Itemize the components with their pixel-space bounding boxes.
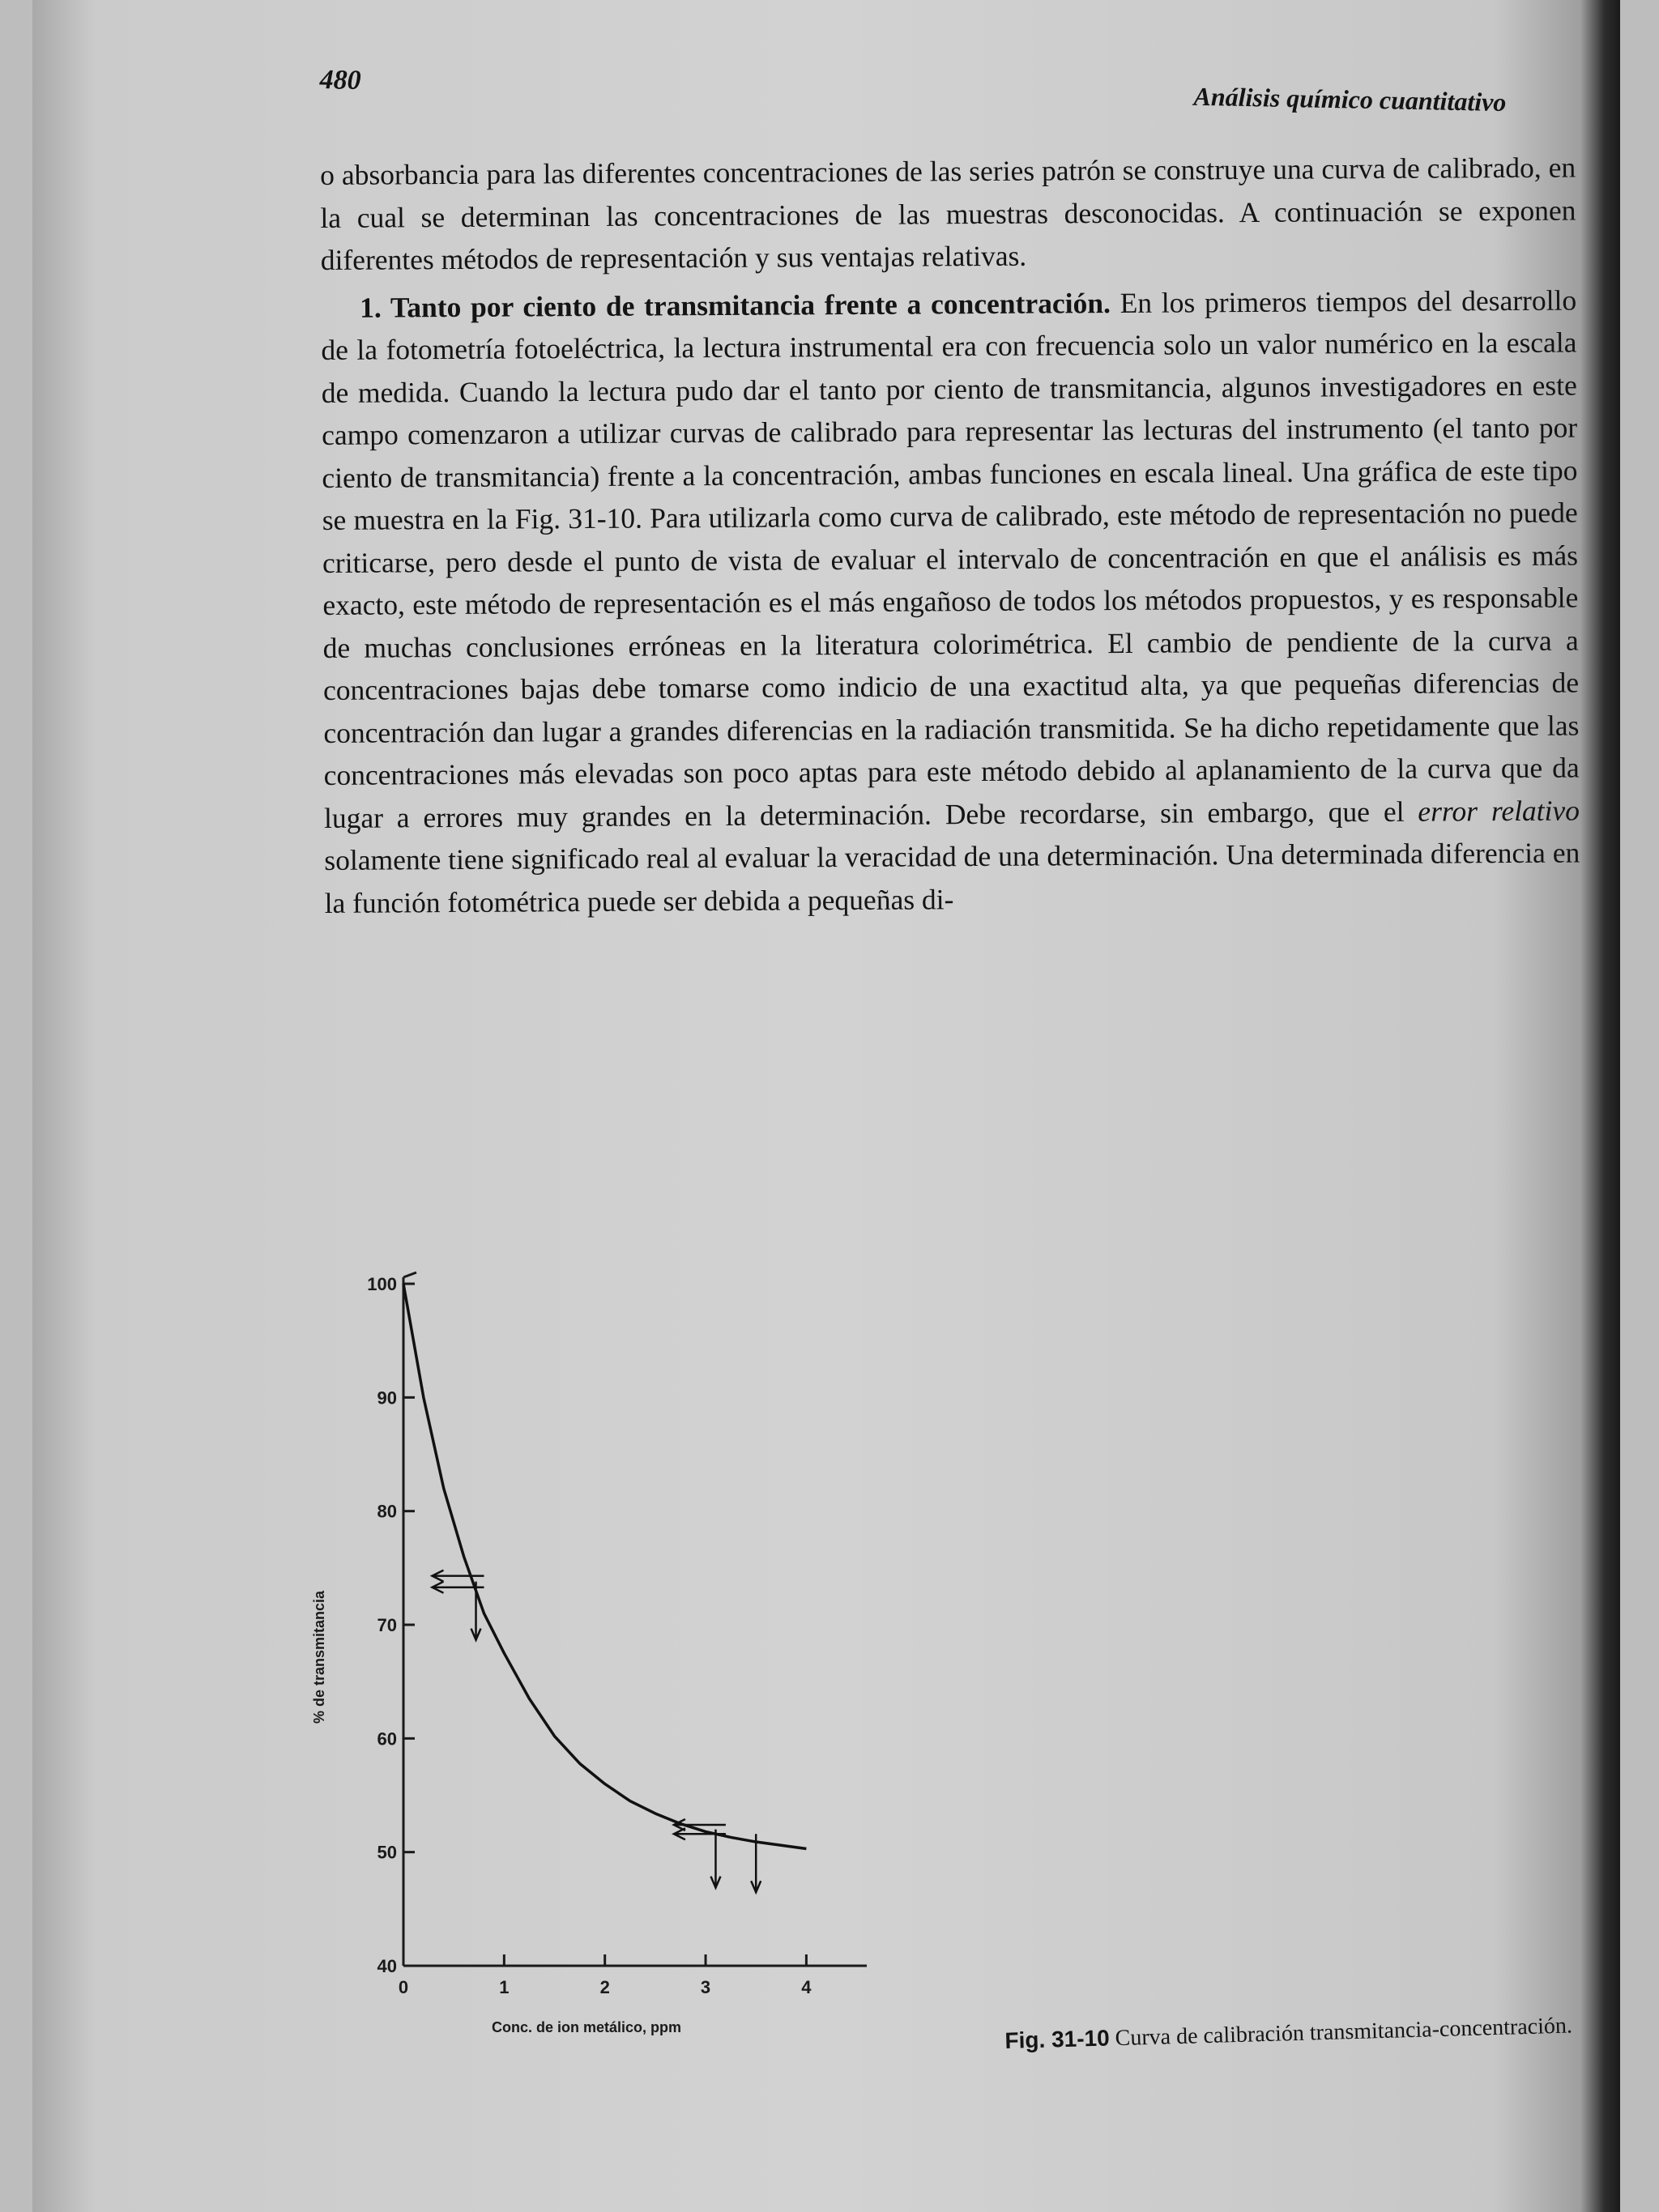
chart-axes [403, 1272, 867, 1966]
calibration-chart [300, 1259, 915, 2037]
x-axis-title: Conc. de ion metálico, ppm [491, 2019, 682, 2035]
body-text [320, 147, 1580, 924]
paragraph-transmitance-method [321, 279, 1580, 924]
transmittance-curve-0 [403, 1284, 806, 1848]
y-tick-label-80: 80 [377, 1501, 397, 1522]
y-tick-label-60: 60 [377, 1728, 397, 1750]
figure-label: Fig. 31-10 [1004, 2025, 1111, 2053]
running-head: Análisis químico cuantitativo [1193, 81, 1507, 117]
book-page [32, 0, 1620, 2212]
annotation-arrow-down-5 [710, 1830, 720, 1888]
x-tick-label-0: 0 [398, 1977, 409, 1997]
figure-caption [1004, 2009, 1589, 2058]
figure-31-10 [300, 1259, 1636, 2086]
x-tick-label-2: 2 [599, 1977, 610, 1997]
annotation-arrow-left-0 [432, 1571, 484, 1582]
chart-annotations [432, 1571, 761, 1893]
x-tick-label-3: 3 [700, 1977, 711, 1997]
page-number: 480 [319, 65, 361, 96]
chart-series [403, 1284, 806, 1848]
emphasis-error-relativo: error relativo [1418, 794, 1580, 828]
page-header [319, 65, 1507, 136]
paragraph-intro: o absorbancia para las diferentes concentraciones de las series patrón se construye una curva de calibrado, en la cual se determinan las concentraciones de las muestras desconocidas. A continuación se exponen diferentes métodos de representación y sus ventajas relativas. [320, 151, 1576, 276]
section-heading: 1. Tanto por ciento de transmitancia frente a concentración. [360, 286, 1111, 324]
paragraph-text-part2: solamente tiene significado real al evaluar la veracidad de una determinación. Una determinada diferencia en la función fotométrica puede ser debida a pequeñas di- [324, 836, 1580, 919]
y-tick-label-90: 90 [377, 1387, 397, 1409]
y-axis-title: % de transmitancia [311, 1590, 327, 1724]
paragraph-text-part1: En los primeros tiempos del desarrollo de la fotometría fotoeléctrica, la lectura instrumental era con frecuencia solo un valor numérico en la escala de medida. Cuando la lectura pudo dar el tanto por ciento de transmitancia, algunos investigadores en este campo comenzaron a utilizar curvas de calibrado para representar las lecturas del instrumento (el tanto por ciento de transmitancia) frente a la concentración, ambas funciones en escala lineal. Una gráfica de este tipo se muestra en la Fig. 31-10. Para utilizarla como curva de calibrado, este método de representación no puede criticarse, pero desde el punto de vista de evaluar el intervalo de concentración en que el análisis es más exacto, este método de representación es el más engañoso de todos los métodos propuestos, y es responsable de muchas conclusiones erróneas en la literatura colorimétrica. El cambio de pendiente de la curva a concentraciones bajas debe tomarse como indicio de una exactitud alta, ya que pequeñas diferencias de concentración dan lugar a grandes diferencias en la radiación transmitida. Se ha dicho repetidamente que las concentraciones más elevadas son poco aptas para este método debido al aplanamiento de la curva que da lugar a errores muy grandes en la determinación. Debe recordarse, sin embargo, que el [321, 283, 1580, 834]
annotation-arrow-down-2 [471, 1582, 481, 1640]
figure-caption-text: Curva de calibración transmitancia-concentración. [1115, 2013, 1573, 2052]
x-tick-label-1: 1 [499, 1977, 510, 1997]
y-tick-label-100: 100 [367, 1274, 397, 1294]
y-axis-top-flag [403, 1272, 416, 1277]
x-tick-label-4: 4 [801, 1977, 812, 1997]
y-tick-label-50: 50 [377, 1842, 397, 1863]
y-tick-label-70: 70 [377, 1615, 397, 1635]
y-tick-label-40: 40 [377, 1956, 397, 1976]
chart-ticks [367, 1274, 812, 1997]
